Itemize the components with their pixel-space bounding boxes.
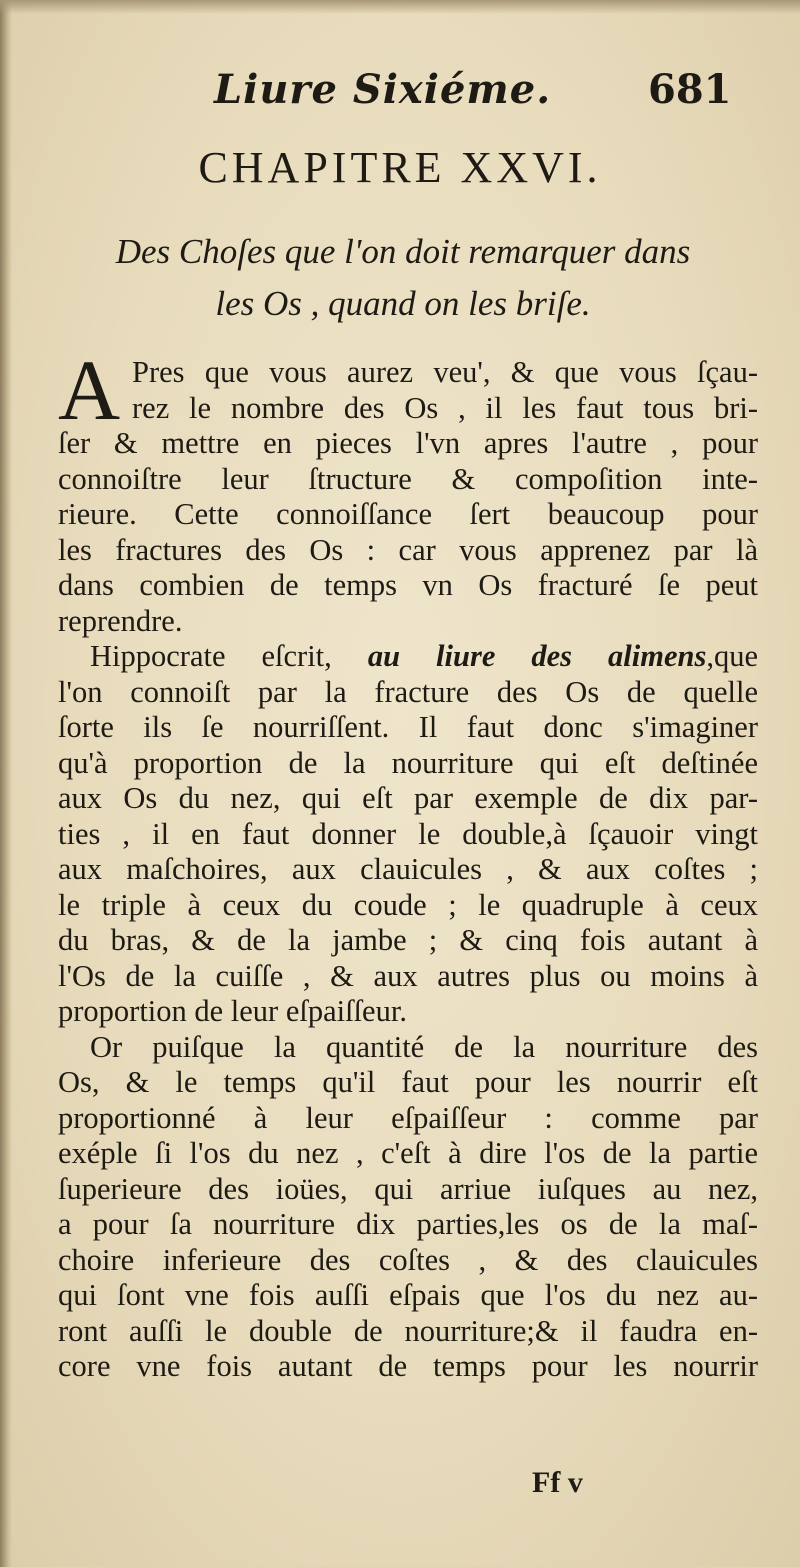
signature-mark: Ff v — [532, 1466, 583, 1499]
text-line: qui ſont vne fois auſſi eſpais que l'os du nez au- — [58, 1278, 758, 1312]
text-line: l'Os de la cuiſſe , & aux autres plus ou moins à — [58, 958, 758, 993]
text-line: a pour ſa nourriture dix parties,les os de la maſ- — [58, 1207, 758, 1241]
text-line: aux Os du nez, qui eſt par exemple de dix par- — [58, 781, 758, 815]
text-run: Hippocrate eſcrit, — [90, 639, 332, 673]
text-line: core vne fois autant de temps pour les nourrir — [58, 1349, 758, 1383]
text-line: rez le nombre des Os , il les faut tous bri- — [132, 390, 758, 425]
text-line: ſer & mettre en pieces l'vn apres l'autre , pour — [58, 426, 758, 460]
text-line: Os, & le temps qu'il faut pour les nourrir eſt — [58, 1065, 758, 1099]
text-line — [58, 639, 758, 675]
text-line: ſorte ils ſe nourriſſent. Il faut donc s'imaginer — [58, 710, 758, 744]
text-run: ,que — [706, 639, 758, 673]
text-line: qu'à proportion de la nourriture qui eſt deſtinée — [58, 745, 758, 780]
text-line: rieure. Cette connoiſſance ſert beaucoup pour — [58, 497, 758, 531]
text-line: ties , il en faut donner le double,à ſçauoir vingt — [58, 816, 758, 851]
text-line: choire inferieure des coſtes , & des clauicules — [58, 1242, 758, 1277]
page-top-edge — [0, 0, 800, 14]
text-line: Or puiſque la quantité de la nourriture des — [90, 1029, 758, 1064]
text-line: l'on connoiſt par la fracture des Os de quelle — [58, 674, 758, 709]
text-line: le triple à ceux du coude ; le quadruple à ceux — [58, 887, 758, 922]
text-line: du bras, & de la jambe ; & cinq fois autant à — [58, 923, 758, 957]
text-line: aux maſchoires, aux clauicules , & aux coſtes ; — [58, 852, 758, 886]
book-citation: au liure des alimens — [367, 639, 707, 673]
running-title: Liure Sixiéme. — [214, 66, 552, 113]
chapter-subtitle — [58, 226, 748, 330]
page-binding-edge — [0, 0, 12, 1567]
text-line: ront auſſi le double de nourriture;& il faudra en- — [58, 1313, 758, 1348]
running-header — [0, 66, 800, 126]
chapter-title: CHAPITRE XXVI. — [198, 143, 602, 192]
text-line: Pres que vous aurez veu', & que vous ſçau- — [132, 355, 758, 389]
body-text — [58, 355, 758, 1385]
drop-cap: A — [58, 342, 121, 438]
page-number: 681 — [648, 66, 732, 113]
text-line: proportion de leur eſpaiſſeur. — [58, 994, 407, 1028]
text-line: proportionné à leur eſpaiſſeur : comme par — [58, 1100, 758, 1135]
text-line: dans combien de temps vn Os fracturé ſe peut — [58, 568, 758, 602]
subtitle-line: les Os , quand on les briſe. — [215, 284, 591, 323]
text-line: exéple ſi l'os du nez , c'eſt à dire l'os de la partie — [58, 1136, 758, 1170]
text-line: ſuperieure des ioües, qui arriue iuſques au nez, — [58, 1171, 758, 1206]
text-line: reprendre. — [58, 603, 183, 638]
text-line: les fractures des Os : car vous apprenez par là — [58, 532, 758, 567]
text-line: connoiſtre leur ſtructure & compoſition inte- — [58, 461, 758, 496]
subtitle-line: Des Choſes que l'on doit remarquer dans — [115, 232, 691, 271]
